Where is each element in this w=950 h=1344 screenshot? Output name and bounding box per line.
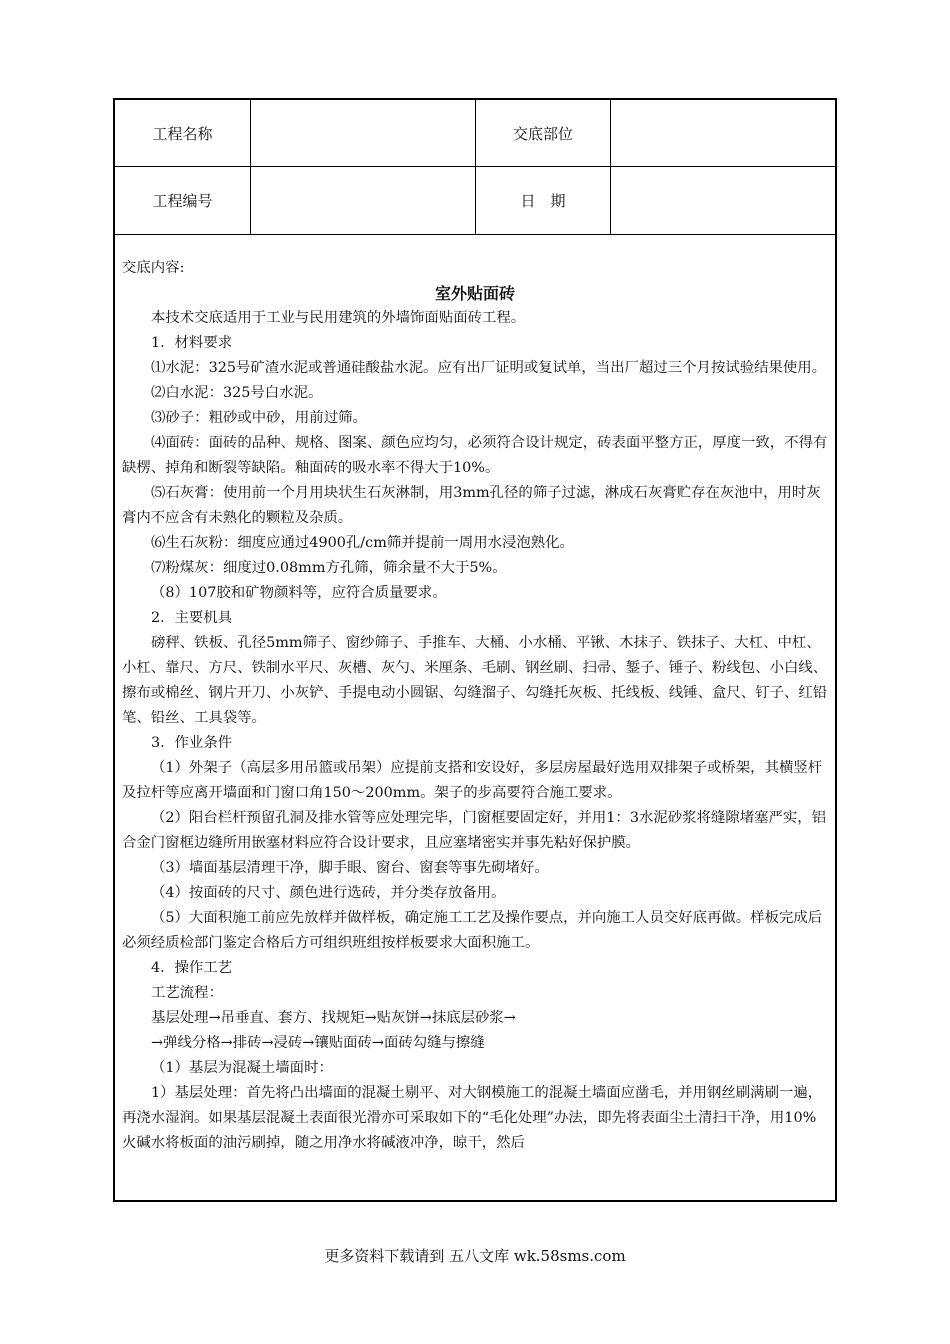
- content-label: 交底内容:: [122, 260, 185, 276]
- project-no-label: 工程编号: [152, 192, 213, 210]
- paragraph: （3）墙面基层清理干净，脚手眼、窗台、窗套等事先砌堵好。: [151, 860, 549, 876]
- handover-part-label: 交底部位: [512, 124, 573, 143]
- paragraph: 磅秤、铁板、孔径5mm筛子、窗纱筛子、手推车、大桶、小水桶、平锹、木抹子、铁抹子、大杠、中杠、小杠、靠尺、方尺、铁制水平尺、灰槽、灰勺、米厘条、毛刷、钢丝刷、扫帚、錾子、锤子、粉线包、小白线、擦布或棉丝、钢片开刀、小灰铲、手提电动小圆锯、勾缝溜子、勾缝托灰板、托线板、线锤、盒尺、钉子、红铅笔、铅丝、工具袋等。: [122, 635, 828, 726]
- section-heading: 4．操作工艺: [151, 960, 233, 976]
- handover-content: [122, 256, 828, 1198]
- paragraph: ⑶砂子：粗砂或中砂，用前过筛。: [151, 410, 367, 426]
- paragraph: ⑷面砖：面砖的品种、规格、图案、颜色应均匀，必须符合设计规定，砖表面平整方正，厚度一致，不得有缺楞、掉角和断裂等缺陷。釉面砖的吸水率不得大于10%。: [122, 435, 828, 476]
- paragraph: ⑴水泥：325号矿渣水泥或普通硅酸盐水泥。应有出厂证明或复试单，当出厂超过三个月按试验结果使用。: [151, 360, 827, 376]
- paragraph: ⑺粉煤灰：细度过0.08mm方孔筛，筛余量不大于5%。: [151, 560, 507, 576]
- section-heading: 2．主要机具: [151, 610, 233, 626]
- paragraph: ⑹生石灰粉：细度应通过4900孔/cm筛并提前一周用水浸泡熟化。: [151, 535, 574, 551]
- process-flow-line: 基层处理→吊垂直、套方、找规矩→贴灰饼→抹底层砂浆→: [151, 1010, 516, 1026]
- row-divider-2: [115, 234, 835, 235]
- paragraph: （5）大面积施工前应先放样并做样板，确定施工工艺及操作要点，并向施工人员交好底再做。样板完成后必须经质检部门鉴定合格后方可组织班组按样板要求大面积施工。: [122, 910, 823, 951]
- footer-note: 更多资料下载请到 五八文库 wk.58sms.com: [324, 1247, 626, 1265]
- paragraph: 本技术交底适用于工业与民用建筑的外墙饰面贴面砖工程。: [151, 310, 526, 326]
- content-title: 室外贴面砖: [434, 284, 515, 303]
- section-heading: 3．作业条件: [151, 735, 233, 751]
- date-label: 日 期: [520, 192, 566, 210]
- paragraph: （8）107胶和矿物颜料等，应符合质量要求。: [151, 585, 447, 601]
- paragraph: ⑵白水泥：325号白水泥。: [151, 385, 323, 401]
- paragraph: （4）按面砖的尺寸、颜色进行选砖，并分类存放备用。: [151, 885, 506, 901]
- paragraph: 1）基层处理：首先将凸出墙面的混凝土剔平、对大钢模施工的混凝土墙面应凿毛，并用钢丝刷满刷一遍，再浇水湿润。如果基层混凝土表面很光滑亦可采取如下的“毛化处理”办法，即先将表面尘土清扫干净，用10%火碱水将板面的油污刷掉，随之用净水将碱液冲净，晾干，然后: [122, 1085, 823, 1151]
- paragraph: （1）外架子（高层多用吊篮或吊架）应提前支搭和安设好，多层房屋最好选用双排架子或桥架，其横竖杆及拉杆等应离开墙面和门窗口角150～200mm。架子的步高要符合施工要求。: [122, 760, 823, 801]
- paragraph: （1）基层为混凝土墙面时：: [151, 1060, 333, 1076]
- process-flow-line: →弹线分格→排砖→浸砖→镶贴面砖→面砖勾缝与擦缝: [151, 1035, 485, 1051]
- paragraph: （2）阳台栏杆预留孔洞及排水管等应处理完毕，门窗框要固定好，并用1：3水泥砂浆将缝隙堵塞严实，铝合金门窗框边缝所用嵌塞材料应符合设计要求，且应塞堵密实并事先粘好保护膜。: [122, 810, 827, 851]
- date-value[interactable]: [611, 167, 835, 234]
- paragraph: 工艺流程：: [151, 985, 223, 1001]
- project-name-value[interactable]: [251, 100, 475, 166]
- paragraph: ⑸石灰膏：使用前一个月用块状生石灰淋制，用3mm孔径的筛子过滤，淋成石灰膏贮存在灰池中，用时灰膏内不应含有未熟化的颗粒及杂质。: [122, 485, 821, 526]
- project-no-value[interactable]: [251, 167, 475, 234]
- handover-part-value[interactable]: [611, 100, 835, 166]
- project-name-label: 工程名称: [152, 124, 213, 143]
- section-heading: 1．材料要求: [151, 335, 233, 351]
